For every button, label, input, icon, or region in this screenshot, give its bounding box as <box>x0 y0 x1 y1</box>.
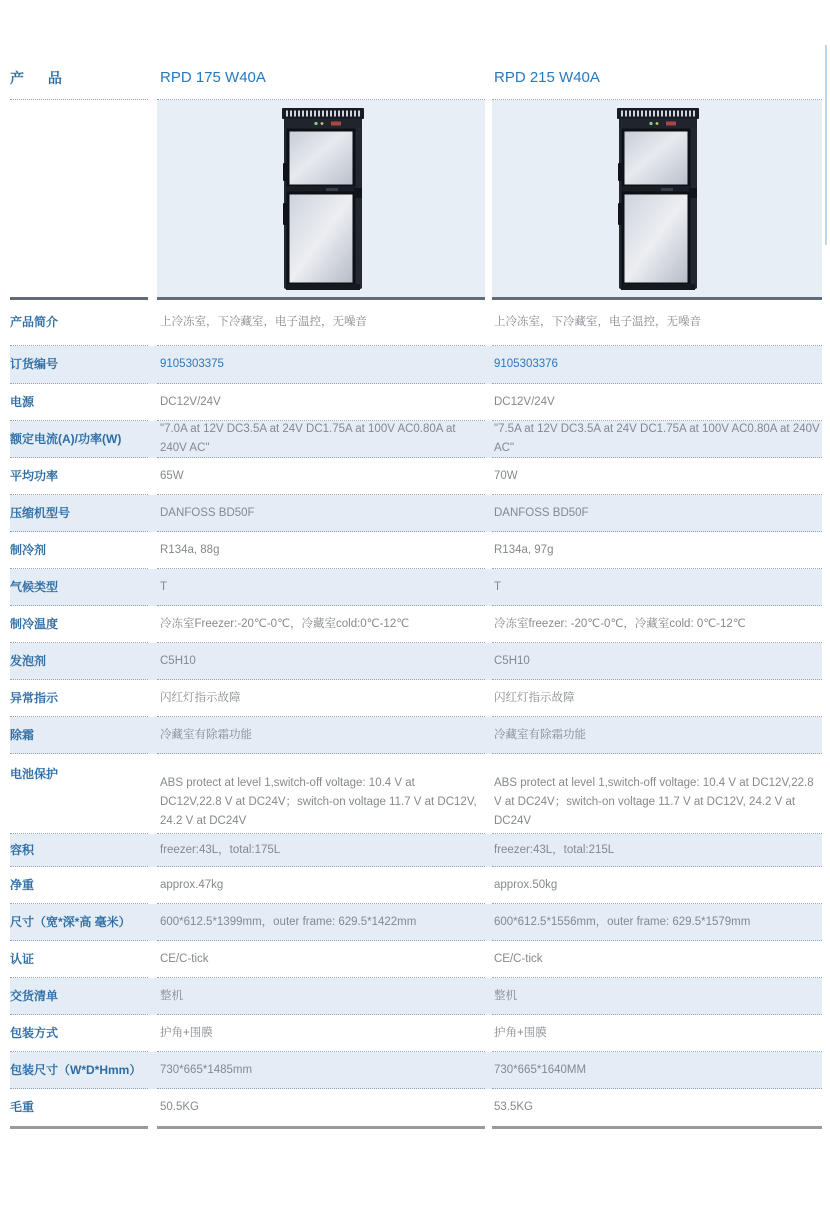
order-number-link[interactable]: 9105303375 <box>160 358 224 370</box>
spec-row <box>10 643 822 680</box>
spec-row-label: 制冷剂 <box>10 542 47 557</box>
spec-row-value: "7.0A at 12V DC3.5A at 24V DC1.75A at 100V AC0.80A at 240V AC" <box>160 423 456 454</box>
spec-row-value: 整机 <box>494 989 517 1002</box>
spec-row-label: 电池保护 <box>10 767 59 781</box>
product-title-rpd175: RPD 175 W40A <box>160 69 266 86</box>
products-column-header: 产 品 <box>10 69 72 86</box>
spec-row-label: 压缩机型号 <box>10 505 71 520</box>
spec-row-value: 护角+围膜 <box>494 1026 547 1039</box>
spec-row-label: 毛重 <box>10 1100 35 1114</box>
spec-row <box>10 421 822 458</box>
spec-table <box>0 56 822 1129</box>
spec-row <box>10 532 822 569</box>
spec-row-value: 整机 <box>160 989 183 1002</box>
spec-row-value: ABS protect at level 1,switch-off voltage: 10.4 V at DC12V,22.8 V at DC24V；switch-on voltage 11.7 V at DC12V, 24.2 V at DC24V <box>160 777 477 827</box>
spec-row-value: 冷藏室有除霜功能 <box>494 728 586 741</box>
spec-row-value: 上冷冻室，下冷藏室，电子温控，无噪音 <box>494 316 701 328</box>
spec-row-value: 730*665*1485mm <box>160 1063 253 1076</box>
product-title-rpd215: RPD 215 W40A <box>494 69 600 86</box>
spec-row-label: 包装尺寸（W*D*Hmm） <box>10 1062 142 1077</box>
spec-row <box>10 1052 822 1089</box>
spec-row-label: 额定电流(A)/功率(W) <box>10 431 122 446</box>
spec-row-value: DC12V/24V <box>494 395 555 408</box>
spec-row-value: 600*612.5*1556mm，outer frame: 629.5*1579mm <box>494 915 751 928</box>
spec-row-value: freezer:43L，total:215L <box>494 843 615 856</box>
spec-row-value: 上冷冻室，下冷藏室，电子温控，无噪音 <box>160 316 367 328</box>
spec-row-value: DANFOSS BD50F <box>494 506 589 519</box>
product-photo-cell-2 <box>492 100 822 300</box>
spec-row-value: 730*665*1640MM <box>494 1063 587 1076</box>
spec-row-label: 认证 <box>10 951 35 966</box>
spec-row-value: 53.5KG <box>494 1101 533 1113</box>
header-row <box>10 56 822 100</box>
spec-row-value: "7.5A at 12V DC3.5A at 24V DC1.75A at 100V AC0.80A at 240V AC" <box>494 423 820 454</box>
spec-row-label: 产品简介 <box>10 315 59 329</box>
spec-row-value: approx.47kg <box>160 878 224 891</box>
spec-row <box>10 384 822 421</box>
spec-row <box>10 754 822 834</box>
spec-row <box>10 606 822 643</box>
spec-row-value: 65W <box>160 469 184 482</box>
spec-row <box>10 717 822 754</box>
spec-row-label: 平均功率 <box>10 468 59 483</box>
spec-row-label: 除霜 <box>10 727 35 742</box>
spec-row <box>10 904 822 941</box>
order-number-link[interactable]: 9105303376 <box>494 358 558 370</box>
spec-row-value: C5H10 <box>494 654 530 667</box>
spec-row <box>10 569 822 606</box>
spec-row <box>10 867 822 904</box>
spec-row-value: freezer:43L，total:175L <box>160 843 281 856</box>
spec-row <box>10 680 822 717</box>
product-image-row <box>10 100 822 300</box>
spec-row-label: 发泡剂 <box>10 653 47 668</box>
spec-row-value: 70W <box>494 469 518 482</box>
spec-rows <box>0 300 822 1129</box>
spec-row-label: 气候类型 <box>10 579 59 594</box>
spec-row-value: ABS protect at level 1,switch-off voltage: 10.4 V at DC12V,22.8 V at DC24V；switch-on voltage 11.7 V at DC12V, 24.2 V at DC24V <box>494 777 814 827</box>
spec-row-value: T <box>160 580 168 593</box>
spec-row-value: R134a, 88g <box>160 543 220 556</box>
spec-row-label: 净重 <box>10 877 35 892</box>
page-edge-accent <box>825 45 827 245</box>
spec-row-value: CE/C-tick <box>160 952 209 965</box>
spec-row-label: 异常指示 <box>10 690 59 705</box>
spec-row-value: 冷藏室有除霜功能 <box>160 728 252 741</box>
spec-row-label: 容积 <box>10 842 35 857</box>
spec-row-label: 尺寸（宽*深*高 毫米） <box>10 914 131 929</box>
refrigerator-photo <box>278 105 368 295</box>
spec-row-label: 制冷温度 <box>10 616 59 631</box>
spec-row <box>10 458 822 495</box>
spec-row <box>10 300 822 346</box>
spec-row-value: DC12V/24V <box>160 395 221 408</box>
spec-row-label: 电源 <box>10 394 35 409</box>
spec-row-value: 冷冻室Freezer:-20℃-0℃，冷藏室cold:0℃-12℃ <box>160 617 410 630</box>
spec-row-value: CE/C-tick <box>494 952 543 965</box>
spec-row <box>10 346 822 384</box>
spec-row <box>10 1089 822 1129</box>
spec-row-value: approx.50kg <box>494 878 558 891</box>
spec-row-value: 闪红灯指示故障 <box>494 691 575 704</box>
spec-row <box>10 978 822 1015</box>
spec-row-value: 闪红灯指示故障 <box>160 691 241 704</box>
spec-row <box>10 834 822 867</box>
spec-row-value: R134a, 97g <box>494 543 554 556</box>
spec-row-label: 订货编号 <box>10 357 59 371</box>
spec-row-value: DANFOSS BD50F <box>160 506 255 519</box>
product-photo-cell-1 <box>157 100 485 300</box>
spec-row-value: T <box>494 580 502 593</box>
spec-row-value: 护角+围膜 <box>160 1026 213 1039</box>
spec-row-label: 交货清单 <box>10 988 59 1003</box>
spec-row-label: 包装方式 <box>10 1025 59 1040</box>
refrigerator-photo <box>613 105 703 295</box>
spec-row-value: 50.5KG <box>160 1101 199 1113</box>
spec-row-value: 600*612.5*1399mm，outer frame: 629.5*1422mm <box>160 915 417 928</box>
spec-row-value: C5H10 <box>160 654 196 667</box>
spec-row <box>10 1015 822 1052</box>
spec-row-value: 冷冻室freezer: -20℃-0℃，冷藏室cold: 0℃-12℃ <box>494 617 746 630</box>
spec-row <box>10 495 822 532</box>
spec-row <box>10 941 822 978</box>
